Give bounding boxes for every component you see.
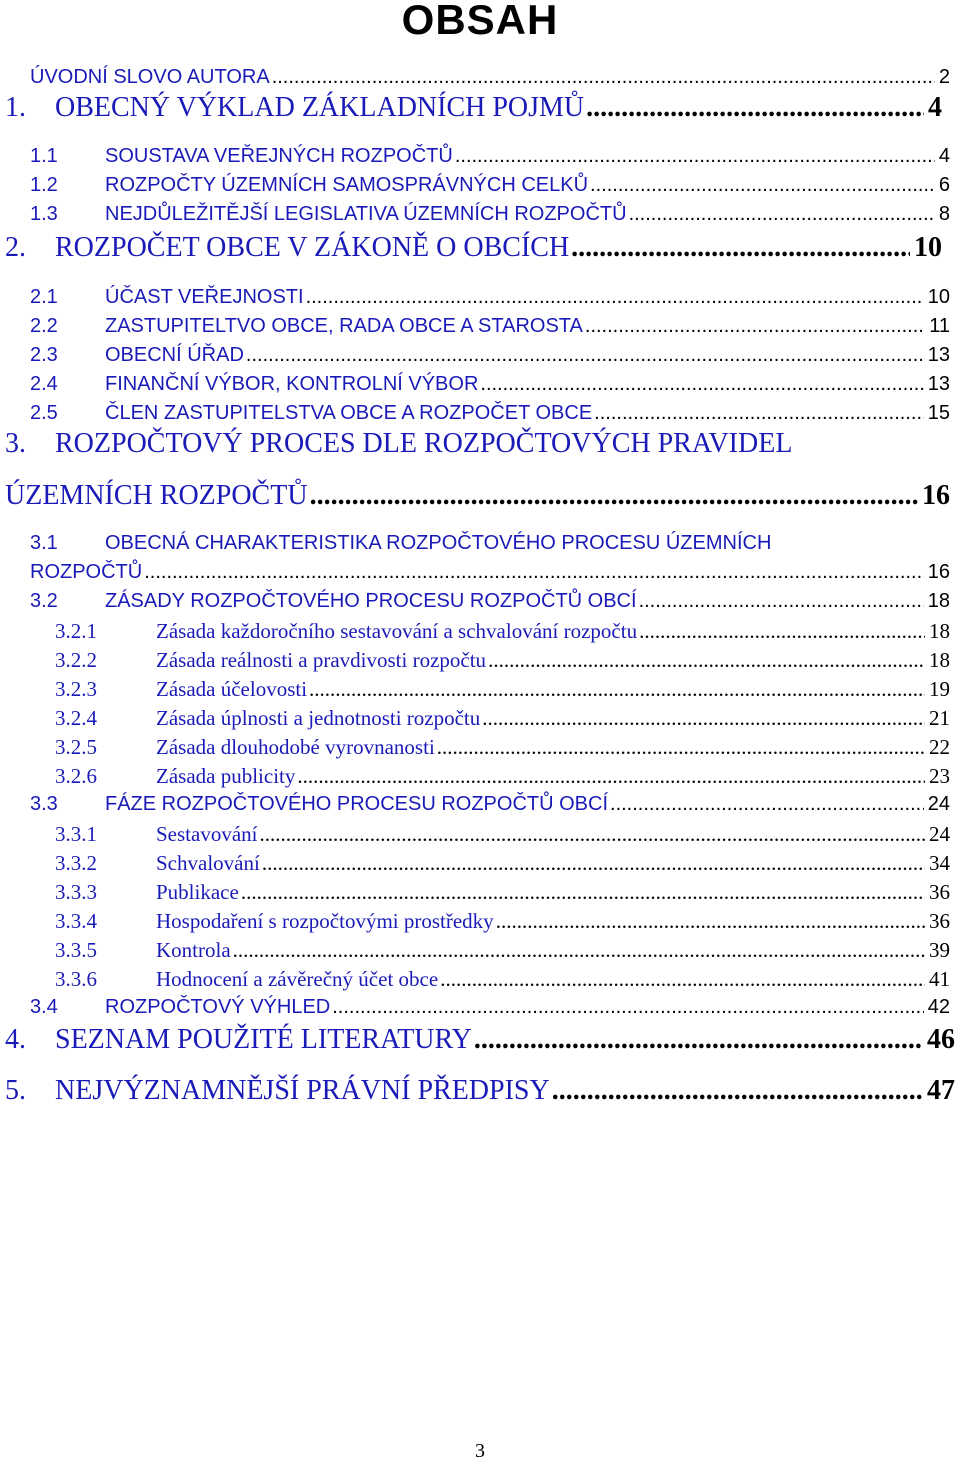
dot-leader <box>306 286 924 309</box>
toc-page-number: 46 <box>927 1024 955 1055</box>
dot-leader <box>639 619 925 644</box>
toc-page-number: 36 <box>929 880 950 904</box>
toc-subentry[interactable] <box>55 851 950 876</box>
toc-entry-link[interactable]: ZÁSADY ROZPOČTOVÉHO PROCESU ROZPOČTŮ OBCÍ <box>105 590 637 612</box>
toc-page-number: 36 <box>929 909 950 933</box>
toc-page-number: 42 <box>927 996 950 1018</box>
toc-entry-link[interactable]: Zásada publicity <box>156 764 296 788</box>
dot-leader <box>571 232 910 264</box>
toc-entry-link[interactable]: 3.3.4 <box>55 909 97 933</box>
toc-page-number: 2 <box>938 66 950 88</box>
toc-entry-link[interactable]: 1.2 <box>30 174 58 196</box>
toc-entry-link[interactable]: ROZPOČTY ÚZEMNÍCH SAMOSPRÁVNÝCH CELKŮ <box>105 174 589 196</box>
dot-leader <box>629 203 935 226</box>
toc-page-number: 39 <box>929 938 950 962</box>
toc-chapter[interactable] <box>5 1075 955 1107</box>
toc-entry-link[interactable]: OBECNÝ VÝKLAD ZÁKLADNÍCH POJMŮ <box>55 92 585 123</box>
toc-page-number: 34 <box>929 851 950 875</box>
toc-entry-link[interactable]: ČLEN ZASTUPITELSTVA OBCE A ROZPOČET OBCE <box>105 402 593 424</box>
toc-entry[interactable] <box>30 286 950 309</box>
toc-entry-link[interactable]: Sestavování <box>156 822 258 846</box>
toc-entry[interactable] <box>30 793 950 816</box>
toc-entry-link[interactable]: 2. <box>5 232 26 263</box>
toc-entry-link[interactable]: Kontrola <box>156 938 231 962</box>
toc-entry-link[interactable]: 3.3.6 <box>55 967 97 991</box>
toc-entry[interactable] <box>30 590 950 613</box>
toc-page-number: 4 <box>928 92 942 123</box>
toc-entry[interactable] <box>30 315 950 338</box>
dot-leader <box>585 315 925 338</box>
toc-entry-link[interactable]: 3.2.5 <box>55 735 97 759</box>
toc-entry-link[interactable]: 3.2 <box>30 590 58 612</box>
dot-leader <box>259 822 925 847</box>
toc-entry-link[interactable]: 5. <box>5 1075 26 1106</box>
toc-entry-link[interactable]: Zásada úplnosti a jednotnosti rozpočtu <box>156 706 481 730</box>
toc-entry-continuation[interactable] <box>30 561 950 584</box>
toc-page-number: 4 <box>938 145 950 167</box>
dot-leader <box>144 561 924 584</box>
toc-entry-link[interactable]: SEZNAM POUŽITÉ LITERATURY <box>55 1024 472 1055</box>
toc-entry[interactable] <box>30 66 950 89</box>
toc-entry-link[interactable]: ÚČAST VEŘEJNOSTI <box>105 286 304 308</box>
dot-leader <box>552 1075 923 1107</box>
toc-entry-link[interactable]: ÚZEMNÍCH ROZPOČTŮ <box>5 480 308 511</box>
toc-subentry[interactable] <box>55 648 950 673</box>
toc-entry-link[interactable]: 2.5 <box>30 402 58 424</box>
dot-leader <box>639 590 924 613</box>
toc-subentry[interactable] <box>55 909 950 934</box>
toc-entry-link[interactable]: 4. <box>5 1024 26 1055</box>
toc-entry-link[interactable]: 3.3.1 <box>55 822 97 846</box>
toc-entry-link[interactable]: 3.3.3 <box>55 880 97 904</box>
toc-page-number: 15 <box>927 402 950 424</box>
toc-entry[interactable] <box>30 145 950 168</box>
toc-chapter[interactable] <box>5 92 942 124</box>
toc-page-number: 22 <box>929 735 950 759</box>
toc-entry[interactable] <box>30 996 950 1019</box>
toc-entry-link[interactable]: ÚVODNÍ SLOVO AUTORA <box>30 66 270 88</box>
toc-entry-link[interactable]: ROZPOČTŮ <box>30 561 143 583</box>
toc-subentry[interactable] <box>55 735 950 760</box>
toc-entry-link[interactable]: ROZPOČTOVÝ VÝHLED <box>105 996 331 1018</box>
toc-page-number: 41 <box>929 967 950 991</box>
toc-page-number: 13 <box>927 344 950 366</box>
toc-chapter[interactable] <box>5 1024 955 1056</box>
toc-entry-link[interactable]: 1.1 <box>30 145 58 167</box>
toc-entry[interactable] <box>30 344 950 367</box>
toc-entry-link[interactable]: NEJVÝZNAMNĚJŠÍ PRÁVNÍ PŘEDPISY <box>55 1075 550 1106</box>
toc-entry-link[interactable]: FÁZE ROZPOČTOVÉHO PROCESU ROZPOČTŮ OBCÍ <box>105 793 609 815</box>
toc-entry-link[interactable]: 2.3 <box>30 344 58 366</box>
dot-leader <box>610 793 924 816</box>
toc-subentry[interactable] <box>55 706 950 731</box>
toc-entry-link[interactable]: OBECNÁ CHARAKTERISTIKA ROZPOČTOVÉHO PROCESU ÚZEMNÍCH <box>105 532 772 554</box>
toc-entry-link[interactable]: 3.3 <box>30 793 58 815</box>
toc-entry[interactable] <box>30 203 950 226</box>
toc-entry-link[interactable]: Zásada účelovosti <box>156 677 308 701</box>
toc-page-number: 10 <box>927 286 950 308</box>
dot-leader <box>586 92 924 124</box>
toc-subentry[interactable] <box>55 967 950 992</box>
toc-subentry[interactable] <box>55 938 950 963</box>
toc-entry-link[interactable]: 3.3.2 <box>55 851 97 875</box>
toc-subentry[interactable] <box>55 619 950 644</box>
toc-page-number: 19 <box>929 677 950 701</box>
toc-page-number: 10 <box>914 232 942 263</box>
toc-subentry[interactable] <box>55 764 950 789</box>
toc-entry-link[interactable]: 3. <box>5 428 26 459</box>
dot-leader <box>488 648 925 673</box>
toc-entry-link[interactable]: Zásada reálnosti a pravdivosti rozpočtu <box>156 648 487 672</box>
dot-leader <box>496 909 925 934</box>
toc-entry-link[interactable]: SOUSTAVA VEŘEJNÝCH ROZPOČTŮ <box>105 145 453 167</box>
toc-page-number: 16 <box>927 561 950 583</box>
dot-leader <box>455 145 935 168</box>
toc-subentry[interactable] <box>55 677 950 702</box>
dot-leader <box>480 373 923 396</box>
toc-page-number: 18 <box>927 590 950 612</box>
toc-entry-link[interactable]: Hodnocení a závěrečný účet obce <box>156 967 439 991</box>
toc-entry-link[interactable]: ROZPOČTOVÝ PROCES DLE ROZPOČTOVÝCH PRAVIDEL <box>55 428 793 459</box>
toc-entry[interactable] <box>30 174 950 197</box>
dot-leader <box>482 706 925 731</box>
toc-entry-link[interactable]: Publikace <box>156 880 239 904</box>
toc-entry[interactable] <box>30 532 771 555</box>
toc-entry[interactable] <box>30 373 950 396</box>
dot-leader <box>262 851 925 876</box>
dot-leader <box>440 967 925 992</box>
dot-leader <box>437 735 925 760</box>
dot-leader <box>474 1024 923 1056</box>
toc-entry-link[interactable]: OBECNÍ ÚŘAD <box>105 344 244 366</box>
dot-leader <box>241 880 925 905</box>
dot-leader <box>297 764 925 789</box>
toc-chapter[interactable] <box>5 232 942 264</box>
toc-page-number: 47 <box>927 1075 955 1106</box>
page-title: OBSAH <box>401 0 559 43</box>
toc-entry-link[interactable]: 2.1 <box>30 286 58 308</box>
dot-leader <box>309 677 925 702</box>
dot-leader <box>310 480 918 512</box>
toc-entry-link[interactable]: 1.3 <box>30 203 58 225</box>
toc-subentry[interactable] <box>55 822 950 847</box>
toc-entry-link[interactable]: Hospodaření s rozpočtovými prostředky <box>156 909 494 933</box>
dot-leader <box>246 344 924 367</box>
toc-entry-link[interactable]: NEJDŮLEŽITĚJŠÍ LEGISLATIVA ÚZEMNÍCH ROZPOČTŮ <box>105 203 627 225</box>
toc-page-number: 18 <box>929 619 950 643</box>
toc-chapter-continuation[interactable] <box>5 480 950 512</box>
toc-entry-link[interactable]: 2.4 <box>30 373 58 395</box>
toc-entry-link[interactable]: 3.2.1 <box>55 619 97 643</box>
toc-entry-link[interactable]: Zásada dlouhodobé vyrovnanosti <box>156 735 435 759</box>
toc-entry-link[interactable]: 3.2.2 <box>55 648 97 672</box>
toc-entry[interactable] <box>30 402 950 425</box>
toc-entry-link[interactable]: 3.3.5 <box>55 938 97 962</box>
toc-entry-link[interactable]: Zásada každoročního sestavování a schvalování rozpočtu <box>156 619 638 643</box>
toc-entry-link[interactable]: Schvalování <box>156 851 260 875</box>
toc-page-number: 13 <box>927 373 950 395</box>
toc-page-number: 24 <box>929 822 950 846</box>
toc-entry-link[interactable]: 3.4 <box>30 996 58 1018</box>
toc-entry-link[interactable]: 2.2 <box>30 315 58 337</box>
toc-entry-link[interactable]: 3.1 <box>30 532 58 554</box>
toc-page-number: 23 <box>929 764 950 788</box>
dot-leader <box>272 66 935 89</box>
toc-entry-link[interactable]: 3.2.6 <box>55 764 97 788</box>
dot-leader <box>233 938 925 963</box>
page-number: 3 <box>475 1440 485 1462</box>
toc-entry-link[interactable]: 3.2.4 <box>55 706 97 730</box>
toc-page-number: 21 <box>929 706 950 730</box>
toc-entry-link[interactable]: FINANČNÍ VÝBOR, KONTROLNÍ VÝBOR <box>105 373 479 395</box>
toc-page-number: 6 <box>938 174 950 196</box>
toc-entry-link[interactable]: ROZPOČET OBCE V ZÁKONĚ O OBCÍCH <box>55 232 570 263</box>
toc-subentry[interactable] <box>55 880 950 905</box>
dot-leader <box>590 174 935 197</box>
toc-page-number: 8 <box>938 203 950 225</box>
dot-leader <box>594 402 924 425</box>
toc-entry-link[interactable]: 3.2.3 <box>55 677 97 701</box>
toc-page-number: 18 <box>929 648 950 672</box>
toc-page-number: 24 <box>927 793 950 815</box>
toc-entry-link[interactable]: 1. <box>5 92 26 123</box>
dot-leader <box>332 996 924 1019</box>
toc-chapter[interactable] <box>5 428 792 460</box>
toc-page-number: 16 <box>922 480 950 511</box>
toc-entry-link[interactable]: ZASTUPITELTVO OBCE, RADA OBCE A STAROSTA <box>105 315 583 337</box>
toc-page-number: 11 <box>929 315 950 337</box>
